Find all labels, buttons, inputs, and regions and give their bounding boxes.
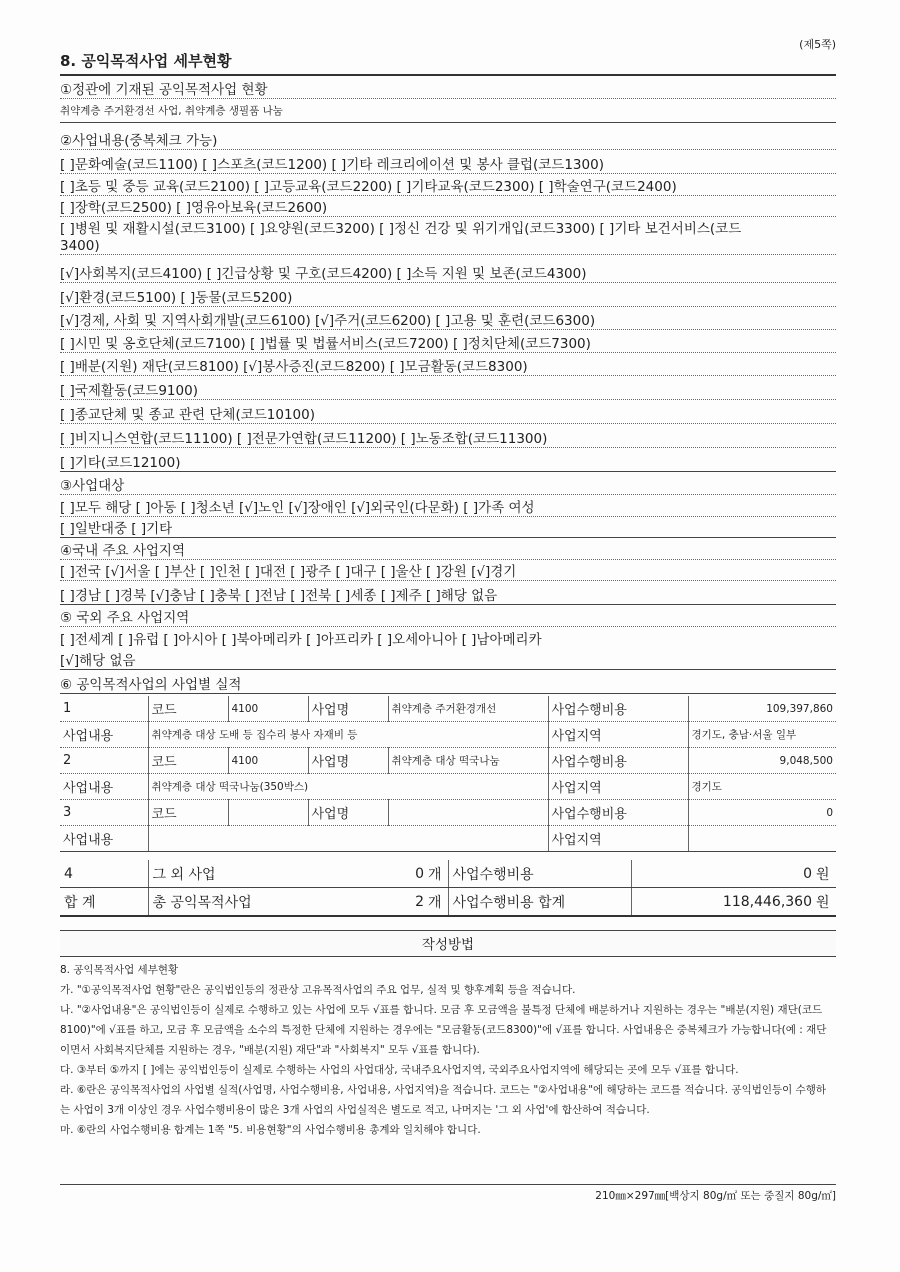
region-label: 사업지역	[548, 774, 688, 800]
total-cost: 118,446,360	[631, 888, 816, 917]
other-projects-row	[60, 860, 836, 888]
section3-heading: ③사업대상	[60, 474, 836, 495]
other-count: 0	[388, 860, 428, 888]
table-row	[60, 774, 836, 800]
project-name: 취약계층 주거환경개선	[388, 696, 548, 722]
section2-line: [ ]문화예술(코드1100) [ ]스포츠(코드1200) [ ]기타 레크리에이션 및 봉사 클럽(코드1300)	[60, 153, 836, 174]
section6-heading: ⑥ 공익목적사업의 사업별 실적	[60, 673, 836, 694]
other-number: 4	[60, 860, 148, 888]
section2-line: [ ]병원 및 재활시설(코드3100) [ ]요양원(코드3200) [ ]정신 건강 및 위기개입(코드3300) [ ]기타 보건서비스(코드	[60, 221, 742, 237]
name-label: 사업명	[308, 696, 388, 722]
section1-content: 취약계층 주거환경선 사업, 취약계층 생필품 나눔	[60, 100, 836, 123]
project-region: 경기도	[688, 774, 836, 800]
project-cost: 0	[688, 800, 836, 826]
section5-line: [√]해당 없음	[60, 649, 836, 670]
total-row	[60, 888, 836, 917]
section4-heading: ④국내 주요 사업지역	[60, 539, 836, 560]
divider	[60, 1184, 836, 1185]
project-region: 경기도, 충남·서울 일부	[688, 722, 836, 748]
name-label: 사업명	[308, 748, 388, 774]
guide-paragraph: 다. ③부터 ⑤까지 [ ]에는 공익법인등이 실제로 수행하는 사업의 사업대상, 국내주요사업지역, 국외주요사업지역에 해당되는 곳에 모두 √표를 합니다.	[60, 1064, 739, 1076]
guide-heading: 작성방법	[60, 930, 836, 957]
section2-line: [ ]시민 및 옹호단체(코드7100) [ ]법률 및 법률서비스(코드7200) [ ]정치단체(코드7300)	[60, 332, 836, 353]
total-desc: 총 공익목적사업	[148, 888, 388, 917]
other-count-unit: 개	[428, 860, 448, 888]
section2-line: [ ]배분(지원) 재단(코드8100) [√]봉사증진(코드8200) [ ]모금활동(코드8300)	[60, 355, 836, 376]
section2-line: [ ]종교단체 및 종교 관련 단체(코드10100)	[60, 403, 836, 424]
table-row	[60, 800, 836, 826]
section2-line: [√]환경(코드5100) [ ]동물(코드5200)	[60, 286, 836, 307]
content-label: 사업내용	[60, 774, 148, 800]
project-content: 취약계층 대상 도배 등 집수리 봉사 자재비 등	[148, 722, 548, 748]
page-title: 8. 공익목적사업 세부현황	[60, 50, 836, 76]
region-label: 사업지역	[548, 826, 688, 852]
code-label: 코드	[148, 748, 228, 774]
table-row	[60, 696, 836, 722]
project-code: 4100	[228, 696, 308, 722]
other-cost-label: 사업수행비용	[448, 860, 631, 888]
cost-label: 사업수행비용	[548, 800, 688, 826]
page-number: (제5쪽)	[799, 38, 836, 51]
total-won: 원	[816, 888, 836, 917]
section2-line: [ ]비지니스연합(코드11100) [ ]전문가연합(코드11200) [ ]노동조합(코드11300)	[60, 427, 836, 448]
code-label: 코드	[148, 800, 228, 826]
guide-paragraph: 마. ⑥란의 사업수행비용 합계는 1쪽 "5. 비용현황"의 사업수행비용 총계와 일치해야 합니다.	[60, 1124, 481, 1136]
content-label: 사업내용	[60, 722, 148, 748]
section3-line: [ ]모두 해당 [ ]아동 [ ]청소년 [√]노인 [√]장애인 [√]외국인(다문화) [ ]가족 여성	[60, 496, 836, 517]
project-number: 3	[60, 800, 148, 826]
region-label: 사업지역	[548, 722, 688, 748]
total-label: 합 계	[60, 888, 148, 917]
project-code: 4100	[228, 748, 308, 774]
total-cost-label: 사업수행비용 합계	[448, 888, 631, 917]
project-name: 취약계층 대상 떡국나눔	[388, 748, 548, 774]
section2-line: 3400)	[60, 238, 836, 255]
section1-heading: ①정관에 기재된 공익목적사업 현황	[60, 78, 836, 99]
section2-heading: ②사업내용(중복체크 가능)	[60, 129, 836, 150]
project-cost: 109,397,860	[688, 696, 836, 722]
project-content: 취약계층 대상 떡국나눔(350박스)	[148, 774, 548, 800]
total-count: 2	[388, 888, 428, 917]
other-label: 그 외 사업	[148, 860, 388, 888]
guide-paragraph: 라. ⑥란은 공익목적사업의 사업별 실적(사업명, 사업수행비용, 사업내용, 사업지역)을 적습니다. 코드는 "②사업내용"에 해당하는 코드를 적습니다. 공익법인등이 수행하는 사업이 3개 이상인 경우 사업수행비용이 많은 3개 사업의 사업실적은 별도로 적고, 나머지는 '그 외 사업'에 합산하여 적습니다.	[60, 1084, 827, 1116]
section4-line: [ ]경남 [ ]경북 [√]충남 [ ]충북 [ ]전남 [ ]전북 [ ]세종 [ ]제주 [ ]해당 없음	[60, 584, 836, 605]
table-row	[60, 748, 836, 774]
section2-line: [ ]장학(코드2500) [ ]영유아보육(코드2600)	[60, 196, 836, 217]
table-row	[60, 826, 836, 852]
section2-line: [ ]기타(코드12100)	[60, 451, 836, 472]
project-number: 1	[60, 696, 148, 722]
section3-line: [ ]일반대중 [ ]기타	[60, 517, 836, 538]
content-label: 사업내용	[60, 826, 148, 852]
project-cost: 9,048,500	[688, 748, 836, 774]
cost-label: 사업수행비용	[548, 696, 688, 722]
project-name	[388, 800, 548, 826]
total-count-unit: 개	[428, 888, 448, 917]
table-row	[60, 722, 836, 748]
code-label: 코드	[148, 696, 228, 722]
project-region	[688, 826, 836, 852]
totals-table	[60, 860, 836, 917]
section5-line: [ ]전세계 [ ]유럽 [ ]아시아 [ ]북아메리카 [ ]아프리카 [ ]오세아니아 [ ]남아메리카	[60, 632, 542, 648]
paper-spec: 210㎜×297㎜[백상지 80g/㎡ 또는 중질지 80g/㎡]	[595, 1190, 836, 1202]
guide-paragraph: 8. 공익목적사업 세부현황	[60, 964, 179, 976]
guide-paragraph: 가. "①공익목적사업 현황"란은 공익법인등의 정관상 고유목적사업의 주요 업무, 실적 및 향후계획 등을 적습니다.	[60, 984, 576, 996]
performance-table	[60, 696, 836, 852]
section2-line: [√]사회복지(코드4100) [ ]긴급상황 및 구호(코드4200) [ ]소득 지원 및 보존(코드4300)	[60, 262, 836, 283]
project-code	[228, 800, 308, 826]
cost-label: 사업수행비용	[548, 748, 688, 774]
section2-line: [ ]국제활동(코드9100)	[60, 379, 836, 400]
guide-paragraph: 나. "②사업내용"은 공익법인등이 실제로 수행하고 있는 사업에 모두 √표를 합니다. 모금 후 모금액을 불특정 단체에 배분하거나 지원하는 경우는 "배분(지원) 재단(코드8100)"에 √표를 하고, 모금 후 모금액을 소수의 특정한 단체에 지원하는 경우에는 "모금활동(코드8300)"에 √표를 합니다. 사업내용은 중복체크가 가능합니다(예 : 재단이면서 사회복지단체를 지원하는 경우, "배분(지원) 재단"과 "사회복지" 모두 √표를 합니다).	[60, 1004, 827, 1056]
project-number: 2	[60, 748, 148, 774]
section2-line: [√]경제, 사회 및 지역사회개발(코드6100) [√]주거(코드6200) [ ]고용 및 훈련(코드6300)	[60, 309, 836, 330]
section4-line: [ ]전국 [√]서울 [ ]부산 [ ]인천 [ ]대전 [ ]광주 [ ]대구 [ ]울산 [ ]강원 [√]경기	[60, 560, 836, 581]
guide-text	[60, 960, 836, 1140]
project-content	[148, 826, 548, 852]
other-won: 원	[816, 860, 836, 888]
section5-heading: ⑤ 국외 주요 사업지역	[60, 606, 836, 627]
section2-line: [ ]초등 및 중등 교육(코드2100) [ ]고등교육(코드2200) [ ]기타교육(코드2300) [ ]학술연구(코드2400)	[60, 175, 836, 196]
name-label: 사업명	[308, 800, 388, 826]
other-cost: 0	[631, 860, 816, 888]
